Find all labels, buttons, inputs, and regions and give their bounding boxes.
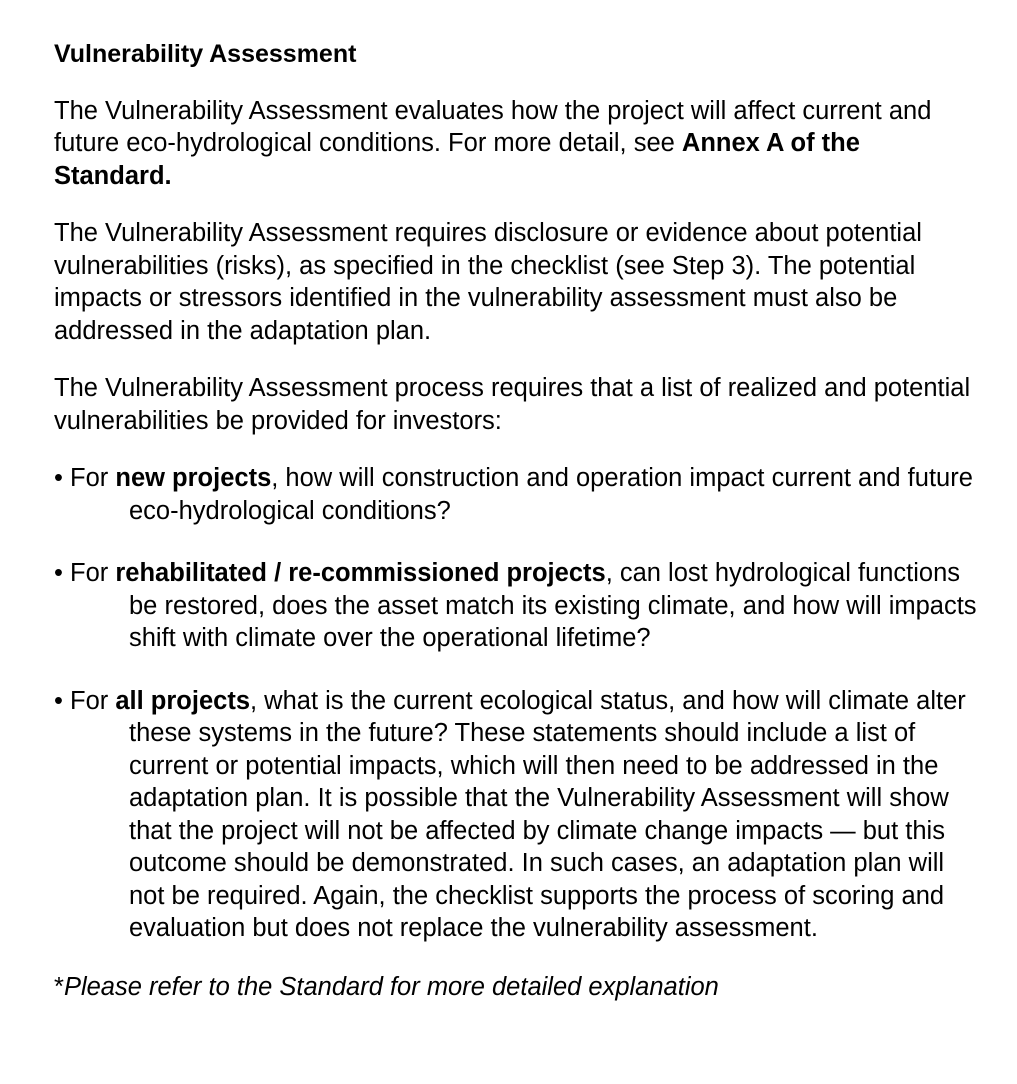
list-item-prefix: For — [70, 686, 116, 715]
list-item-text: , how will construction and operation impact current and future eco-hydrological conditions? — [129, 464, 973, 525]
annex-reference: Annex A of the Standard. — [54, 129, 860, 190]
intro-paragraph — [54, 95, 984, 193]
list-item-bold: all projects — [115, 686, 251, 715]
process-paragraph: The Vulnerability Assessment process requires that a list of realized and potential vulnerabilities be provided for investors: — [54, 374, 971, 435]
section-heading: Vulnerability Assessment — [54, 40, 357, 68]
project-type-list — [54, 462, 984, 945]
list-item-text: , can lost hydrological functions be restored, does the asset match its existing climate, and how will impacts shift with climate over the operational lifetime? — [129, 559, 977, 652]
list-item-all-projects — [54, 685, 984, 945]
footnote-asterisk: * — [54, 972, 64, 1001]
list-item-prefix: For — [70, 464, 116, 492]
list-item-rehabilitated-projects — [54, 557, 984, 655]
footnote-text: Please refer to the Standard for more detailed explanation — [63, 972, 719, 1001]
footnote — [54, 971, 984, 1004]
list-item-text: , what is the current ecological status, and how will climate alter these systems in the future? These statements should include a list of current or potential impacts, which will then need to be addressed in the adaptation plan. It is possible that the Vulnerability Assessment will show that the project will not be affected by climate change impacts — but this outcome should be demonstrated. In such cases, an adaptation plan will not be required. Again, the checklist supports the process of scoring and evaluation but does not replace the vulnerability assessment. — [129, 686, 966, 942]
list-item-new-projects — [54, 462, 984, 527]
list-item-bold: rehabilitated / re-commissioned projects — [115, 559, 606, 587]
bullet-icon: • — [54, 464, 63, 492]
bullet-icon: • — [54, 559, 63, 587]
list-item-bold: new projects — [115, 464, 272, 492]
document-page — [54, 38, 984, 1003]
list-item-prefix: For — [70, 559, 116, 587]
bullet-icon: • — [54, 686, 63, 715]
requirements-paragraph: The Vulnerability Assessment requires disclosure or evidence about potential vulnerabilities (risks), as specified in the checklist (see Step 3). The potential impacts or stressors identified in the vulnerability assessment must also be addressed in the adaptation plan. — [54, 219, 922, 345]
intro-text: The Vulnerability Assessment evaluates how the project will affect current and future eco-hydrological conditions. For more detail, see — [54, 96, 932, 157]
